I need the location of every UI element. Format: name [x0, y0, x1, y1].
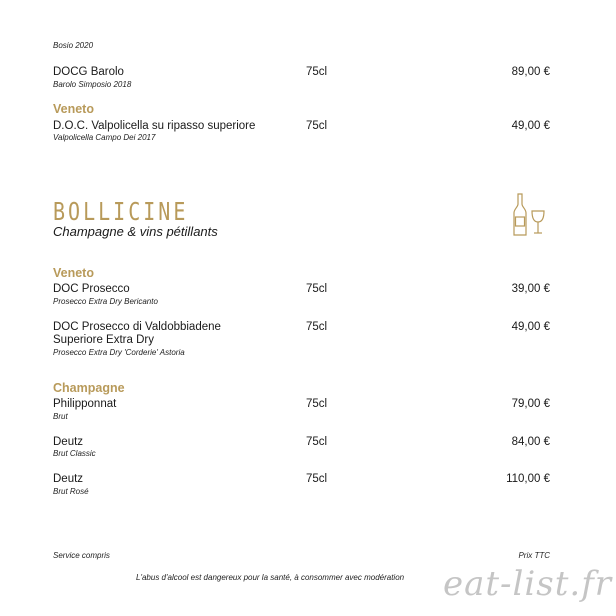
wine-volume: 75cl — [306, 321, 328, 333]
wine-sub: Valpolicella Campo Dei 2017 — [53, 133, 156, 142]
wine-name-line2: Superiore Extra Dry — [53, 334, 154, 346]
wine-volume: 75cl — [306, 66, 328, 78]
wine-price: 79,00 € — [511, 398, 550, 410]
alcohol-warning: L'abus d'alcool est dangereux pour la santé, à consommer avec modération — [136, 573, 405, 582]
producer-label: Bosio 2020 — [53, 41, 94, 50]
wine-volume: 75cl — [306, 436, 328, 448]
service-note: Service compris — [53, 551, 110, 560]
section-subtitle: Champagne & vins pétillants — [53, 224, 218, 239]
wine-price: 49,00 € — [511, 120, 550, 132]
watermark: eat-list.fr — [443, 564, 613, 604]
wine-price: 110,00 € — [506, 473, 550, 485]
wine-sub: Barolo Simposio 2018 — [53, 80, 132, 89]
wine-volume: 75cl — [306, 473, 328, 485]
region-heading: Veneto — [53, 266, 94, 280]
wine-price: 84,00 € — [511, 436, 550, 448]
wine-sub: Prosecco Extra Dry Bericanto — [53, 297, 158, 306]
wine-name: DOC Prosecco — [53, 283, 130, 295]
section-title: BOLLICINE — [53, 196, 189, 226]
region-heading: Champagne — [53, 381, 125, 395]
wine-volume: 75cl — [306, 398, 328, 410]
wine-name: D.O.C. Valpolicella su ripasso superiore — [53, 120, 256, 132]
wine-volume: 75cl — [306, 120, 328, 132]
wine-sub: Prosecco Extra Dry 'Corderie' Astoria — [53, 348, 185, 357]
wine-sub: Brut Rosé — [53, 487, 89, 496]
wine-name: DOCG Barolo — [53, 66, 124, 78]
wine-price: 39,00 € — [511, 283, 550, 295]
region-heading: Veneto — [53, 102, 94, 116]
wine-bottle-glass-icon — [511, 193, 547, 242]
price-note: Prix TTC — [518, 551, 550, 560]
wine-name: Deutz — [53, 473, 84, 485]
wine-name: Philipponnat — [53, 398, 117, 410]
wine-price: 89,00 € — [511, 66, 550, 78]
wine-sub: Brut — [53, 412, 68, 421]
wine-sub: Brut Classic — [53, 449, 96, 458]
wine-price: 49,00 € — [511, 321, 550, 333]
wine-volume: 75cl — [306, 283, 328, 295]
wine-name: DOC Prosecco di Valdobbiadene — [53, 321, 221, 333]
wine-name: Deutz — [53, 436, 84, 448]
